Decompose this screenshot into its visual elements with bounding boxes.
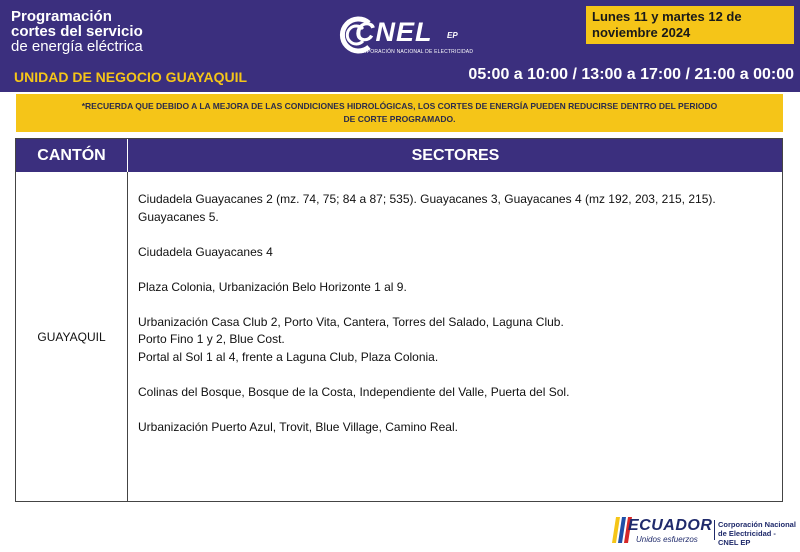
- footer-logo: [612, 512, 796, 548]
- time-slots: 05:00 a 10:00 / 13:00 a 17:00 / 21:00 a 00:00: [468, 66, 794, 83]
- title-line-3: de energía eléctrica: [11, 38, 143, 55]
- canton-name: GUAYAQUIL: [37, 329, 106, 344]
- table-header: [16, 139, 782, 172]
- footer-slogan: Unidos esfuerzos: [636, 535, 698, 544]
- canton-cell: [16, 172, 127, 501]
- sector-group: [138, 244, 773, 262]
- header: [0, 0, 800, 92]
- sector-group: [138, 314, 773, 367]
- sector-group: [138, 191, 773, 226]
- footer-country: ECUADOR: [628, 517, 713, 534]
- footer-divider: [714, 520, 715, 540]
- business-unit-bar: [0, 67, 250, 89]
- header-canton: CANTÓN: [37, 147, 106, 164]
- sector-line: Porto Fino 1 y 2, Blue Cost.: [138, 332, 285, 346]
- schedule-table: [15, 138, 783, 502]
- sector-line: Urbanización Casa Club 2, Porto Vita, Cantera, Torres del Salado, Laguna Club.: [138, 314, 564, 329]
- title-line-1: Programación: [11, 8, 112, 25]
- sector-line: Plaza Colonia, Urbanización Belo Horizonte 1 al 9.: [138, 279, 407, 294]
- header-sectores: SECTORES: [127, 139, 783, 172]
- title-line-2: cortes del servicio: [11, 23, 143, 40]
- logo-tagline: CORPORACIÓN NACIONAL DE ELECTRICIDAD: [355, 49, 474, 55]
- logo-brand: CNEL: [355, 17, 433, 47]
- sector-line: Ciudadela Guayacanes 2 (mz. 74, 75; 84 a 87; 535). Guayacanes 3, Guayacanes 4 (mz 192, 203, 215, 215). Guayacanes 5.: [138, 192, 716, 224]
- date-label: Lunes 11 y martes 12 de noviembre 2024: [592, 9, 742, 40]
- sector-group: [138, 279, 773, 297]
- logo-suffix: EP: [447, 31, 458, 40]
- sector-line: Urbanización Puerto Azul, Trovit, Blue Village, Camino Real.: [138, 419, 458, 434]
- sector-group: [138, 384, 773, 402]
- business-unit-label: UNIDAD DE NEGOCIO GUAYAQUIL: [14, 69, 248, 85]
- column-divider: [127, 172, 128, 501]
- cnel-logo: [335, 13, 485, 63]
- notice-text: *RECUERDA QUE DEBIDO A LA MEJORA DE LAS CONDICIONES HIDROLÓGICAS, LOS CORTES DE ENERGÍA PUEDEN REDUCIRSE DENTRO DEL PERIODO DE CORTE PROGRAMADO.: [81, 101, 718, 124]
- sector-line: Colinas del Bosque, Bosque de la Costa, Independiente del Valle, Puerta del Sol.: [138, 384, 570, 399]
- sector-group: [138, 419, 773, 437]
- sector-line: Ciudadela Guayacanes 4: [138, 244, 273, 259]
- notice-banner: [16, 94, 783, 132]
- sector-line: Portal al Sol 1 al 4, frente a Laguna Club, Plaza Colonia.: [138, 349, 439, 364]
- sectors-cell: [138, 191, 773, 454]
- footer-org: Corporación Nacional de Electricidad - CNEL EP: [718, 520, 796, 547]
- date-box: [586, 6, 794, 44]
- page-title: [11, 9, 143, 54]
